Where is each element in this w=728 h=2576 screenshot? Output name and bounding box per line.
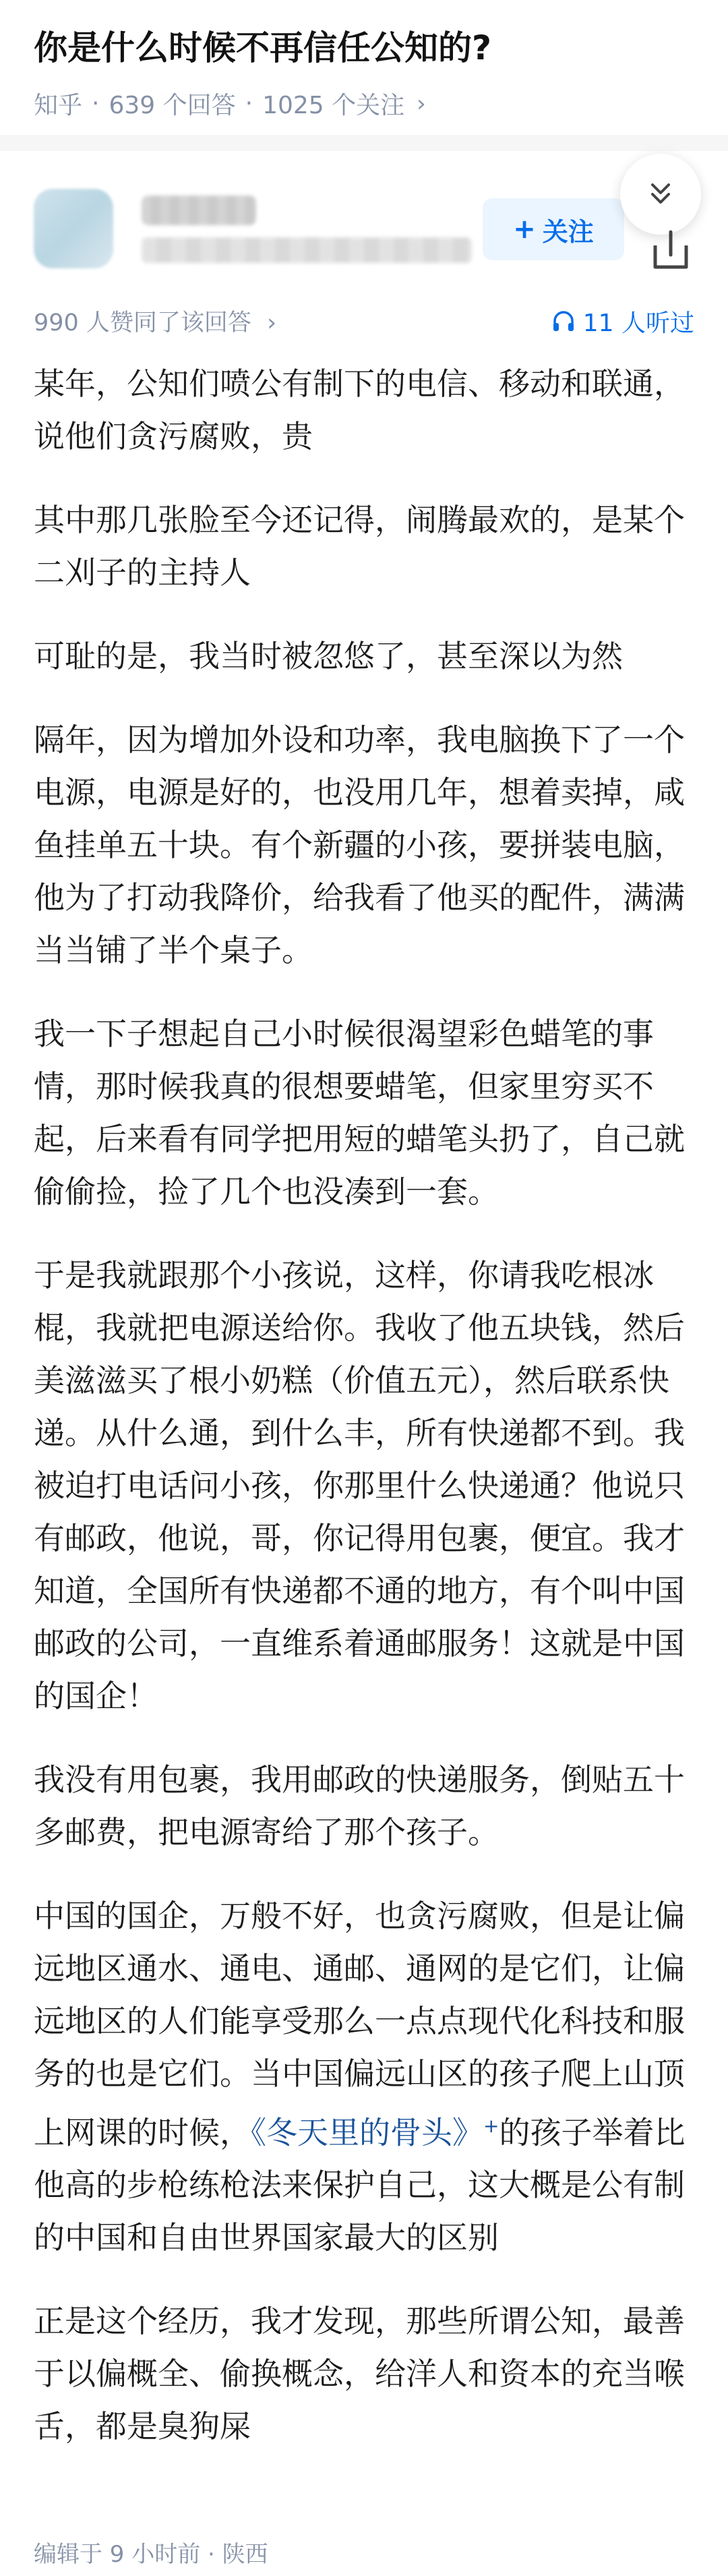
paragraph: 可耻的是，我当时被忽悠了，甚至深以为然 — [34, 638, 623, 674]
chevron-right-icon: › — [417, 90, 426, 117]
section-divider — [0, 135, 728, 151]
paragraph: 正是这个经历，我才发现，那些所谓公知，最善于以偏概全、偷换概念，给洋人和资本的充当喉舌，都是臭狗屎 — [34, 2303, 685, 2445]
paragraph: 某年，公知们喷公有制下的电信、移动和联通，说他们贪污腐败，贵 — [34, 365, 685, 455]
listen-count: 11 人听过 — [582, 309, 694, 337]
follow-label: 关注 — [542, 216, 594, 247]
share-icon[interactable] — [651, 228, 690, 271]
paragraph — [34, 1890, 694, 2264]
question-header — [0, 0, 728, 135]
edit-info: 编辑于 9 小时前 · 陕西 — [34, 2541, 268, 2568]
answer-stats — [0, 299, 728, 343]
paragraph: 我一下子想起自己小时候很渴望彩色蜡笔的事情，那时候我真的很想要蜡笔，但家里穷买不起，后来看有同学把用短的蜡笔头扔了，自己就偷偷捡，捡了几个也没凑到一套。 — [34, 1016, 685, 1210]
headphones-icon — [552, 310, 575, 332]
author-name-blurred[interactable] — [142, 196, 256, 225]
listen-button[interactable] — [552, 304, 694, 339]
question-title[interactable]: 你是什么时候不再信任公知的? — [34, 28, 492, 67]
avatar[interactable] — [34, 189, 113, 268]
double-chevron-down-icon — [646, 179, 675, 209]
paragraph: 我没有用包裹，我用邮政的快递服务，倒贴五十多邮费，把电源寄给了那个孩子。 — [34, 1761, 685, 1850]
follower-count: 1025 个关注 — [262, 92, 405, 119]
answer-content — [0, 343, 728, 2453]
source-label: 知乎 — [34, 92, 83, 119]
follow-button[interactable] — [483, 198, 624, 260]
paragraph-text: 的孩子举着比他高的步枪练枪法来保护自己，这大概是公有制的中国和自由世界国家最大的区别 — [34, 2114, 686, 2256]
question-meta[interactable]: 知乎 · 639 个回答 · 1025 个关注 › — [34, 86, 694, 121]
upvote-summary[interactable] — [34, 304, 276, 338]
book-link[interactable]: 《冬天里的骨头》 — [251, 2114, 483, 2151]
paragraph: 隔年，因为增加外设和功率，我电脑换下了一个电源，电源是好的，也没用几年，想着卖掉，咸鱼挂单五十块。有个新疆的小孩，要拼装电脑，他为了打动我降价，给我看了他买的配件，满满当当铺了半个桌子。 — [34, 722, 685, 968]
paragraph: 于是我就跟那个小孩说，这样，你请我吃根冰棍，我就把电源送给你。我收了他五块钱，然后美滋滋买了根小奶糕（价值五元），然后联系快递。从什么通，到什么丰，所有快递都不到。我被迫打电话问小孩，你那里什么快递通？他说只有邮政，他说，哥，你记得用包裹，便宜。我才知道，全国所有快递都不通的地方，有个叫中国邮政的公司，一直维系着通邮服务！这就是中国的国企！ — [34, 1257, 685, 1714]
paragraph: 其中那几张脸至今还记得，闹腾最欢的，是某个二刈子的主持人 — [34, 502, 685, 591]
author-bio-blurred — [142, 237, 472, 263]
plus-icon: + — [513, 214, 536, 245]
author-row — [0, 151, 728, 299]
chevron-right-icon: › — [267, 310, 277, 336]
upvote-count: 990 人赞同了该回答 — [34, 310, 251, 336]
paragraph-text: 中国的国企，万般不好，也贪污腐败，但是让偏远地区通水、通电、通邮、通网的是它们，让偏远地区的人们能享受那么一点点现代化科技和服务的也是它们。当中国偏远山区的孩子爬上山顶上网课的时候， — [34, 1898, 685, 2151]
collapse-button[interactable] — [620, 154, 701, 235]
answer-count: 639 个回答 — [109, 92, 236, 119]
link-mark-icon: + — [483, 2115, 499, 2137]
